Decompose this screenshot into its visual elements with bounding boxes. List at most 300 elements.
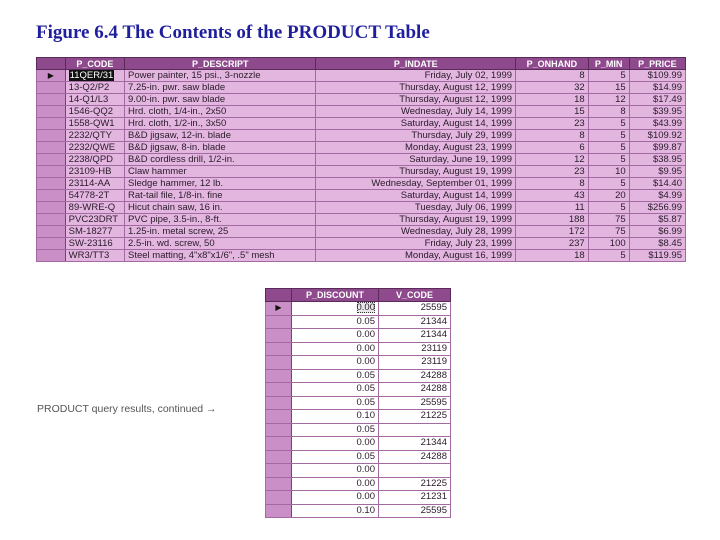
table-cell[interactable] (292, 410, 379, 424)
table-cell[interactable] (316, 82, 516, 94)
table-cell[interactable] (65, 106, 124, 118)
table-cell[interactable] (629, 106, 685, 118)
table-cell[interactable] (292, 464, 379, 478)
row-selector[interactable] (37, 106, 66, 118)
table-row[interactable] (37, 130, 686, 142)
cell-value: 20 (615, 190, 626, 201)
cell-value: 23 (574, 118, 585, 129)
table-cell[interactable] (629, 166, 685, 178)
table-row[interactable] (266, 302, 451, 316)
cell-value: 0.10 (356, 504, 375, 516)
table-row[interactable] (266, 396, 451, 410)
cell-value: Saturday, August 14, 1999 (400, 118, 513, 129)
table-cell[interactable] (516, 214, 589, 226)
table-cell[interactable] (316, 250, 516, 262)
table-cell[interactable] (629, 250, 685, 262)
cell-value: 5 (620, 118, 626, 129)
row-selector[interactable] (266, 410, 292, 424)
table-cell[interactable] (65, 250, 124, 262)
cell-value: Friday, July 02, 1999 (424, 70, 513, 81)
table-cell[interactable] (316, 214, 516, 226)
table-cell[interactable] (629, 226, 685, 238)
cell-value: SW-23116 (68, 238, 113, 249)
table-cell[interactable] (125, 178, 316, 190)
row-selector[interactable] (266, 504, 292, 518)
table-cell[interactable] (316, 130, 516, 142)
row-selector[interactable] (37, 202, 66, 214)
cell-value: $14.99 (652, 82, 682, 93)
table-cell[interactable] (292, 450, 379, 464)
table-cell[interactable] (516, 190, 589, 202)
table-row[interactable] (37, 94, 686, 106)
cell-value: Claw hammer (128, 166, 187, 177)
cell-value: 75 (615, 226, 626, 237)
table-cell[interactable] (379, 450, 451, 464)
table-cell[interactable] (125, 94, 316, 106)
product-table-header (37, 58, 686, 70)
column-header[interactable]: P_MIN (588, 58, 629, 70)
table-cell[interactable] (65, 214, 124, 226)
row-selector[interactable] (266, 329, 292, 343)
table-cell[interactable] (316, 70, 516, 82)
cell-value: Monday, August 16, 1999 (405, 250, 513, 261)
table-row[interactable] (266, 464, 451, 478)
table-cell[interactable] (316, 142, 516, 154)
table-cell[interactable] (516, 166, 589, 178)
cell-value: 24288 (420, 369, 447, 381)
table-cell[interactable] (379, 342, 451, 356)
table-row[interactable] (37, 106, 686, 118)
cell-value: Hrd. cloth, 1/4-in., 2x50 (128, 106, 227, 117)
table-cell[interactable] (629, 142, 685, 154)
table-row[interactable] (266, 504, 451, 518)
cell-value: 1.25-in. metal screw, 25 (128, 226, 229, 237)
table-cell[interactable] (379, 504, 451, 518)
table-cell[interactable] (292, 396, 379, 410)
row-selector[interactable] (37, 250, 66, 262)
arrow-right-icon: → (206, 403, 217, 415)
table-cell[interactable] (292, 315, 379, 329)
table-cell[interactable] (629, 118, 685, 130)
table-row[interactable] (266, 315, 451, 329)
table-cell[interactable] (379, 329, 451, 343)
row-selector[interactable] (37, 142, 66, 154)
table-cell[interactable] (125, 238, 316, 250)
table-cell[interactable] (125, 190, 316, 202)
table-cell[interactable] (588, 106, 629, 118)
row-selector[interactable] (266, 342, 292, 356)
cell-value: 0.00 (356, 342, 375, 354)
cell-value: Monday, August 23, 1999 (405, 142, 513, 153)
table-row[interactable] (266, 410, 451, 424)
table-cell[interactable] (125, 142, 316, 154)
table-cell[interactable] (125, 166, 316, 178)
cell-value: 9.00-in. pwr. saw blade (128, 94, 226, 105)
table-row[interactable] (37, 190, 686, 202)
cell-value: 21225 (420, 477, 447, 489)
current-row-arrow-icon[interactable]: ▶ (37, 70, 66, 82)
table-cell[interactable] (588, 70, 629, 82)
table-cell[interactable] (292, 356, 379, 370)
table-cell[interactable] (588, 190, 629, 202)
table-cell[interactable] (316, 178, 516, 190)
table-cell[interactable] (588, 142, 629, 154)
cell-value: 0.00 (356, 491, 375, 503)
table-cell[interactable] (379, 315, 451, 329)
cell-value: Friday, July 23, 1999 (424, 238, 513, 249)
cell-value: 54778-2T (68, 190, 110, 201)
table-cell[interactable] (516, 226, 589, 238)
row-selector[interactable] (37, 238, 66, 250)
table-row[interactable] (37, 166, 686, 178)
cell-value: 75 (615, 214, 626, 225)
row-selector[interactable] (37, 154, 66, 166)
table-cell[interactable] (125, 130, 316, 142)
table-cell[interactable] (125, 106, 316, 118)
cell-value: Wednesday, July 28, 1999 (400, 226, 513, 237)
table-cell[interactable] (125, 154, 316, 166)
table-cell[interactable] (125, 214, 316, 226)
table-cell[interactable] (65, 82, 124, 94)
row-selector[interactable] (37, 130, 66, 142)
continued-caption (37, 403, 217, 415)
cell-value: 0.00 (356, 464, 375, 476)
table-cell[interactable] (516, 238, 589, 250)
table-cell[interactable] (65, 154, 124, 166)
cell-value: 0.05 (356, 369, 375, 381)
cell-value: Tuesday, July 06, 1999 (414, 202, 513, 213)
table-cell[interactable] (379, 302, 451, 316)
table-cell[interactable] (588, 238, 629, 250)
table-cell[interactable] (629, 94, 685, 106)
table-row[interactable] (37, 70, 686, 82)
cell-value: 21225 (420, 410, 447, 422)
table-cell[interactable] (316, 238, 516, 250)
table-row[interactable] (266, 423, 451, 437)
table-cell[interactable] (65, 130, 124, 142)
cell-value: 5 (620, 202, 626, 213)
row-selector[interactable] (266, 437, 292, 451)
table-cell[interactable] (292, 383, 379, 397)
row-selector[interactable] (266, 383, 292, 397)
cell-value: Thursday, August 19, 1999 (399, 214, 513, 225)
table-row[interactable] (37, 250, 686, 262)
cell-value: $17.49 (652, 94, 682, 105)
table-row[interactable] (37, 154, 686, 166)
table-cell[interactable] (292, 342, 379, 356)
cell-value: PVC23DRT (68, 214, 119, 225)
table-row[interactable] (266, 356, 451, 370)
figure-title: Figure 6.4 The Contents of the PRODUCT Table (36, 22, 430, 43)
table-row[interactable] (37, 202, 686, 214)
cell-value: Thursday, July 29, 1999 (411, 130, 513, 141)
cell-value: 0.00 (356, 477, 375, 489)
cell-value: 11 (574, 202, 585, 213)
cell-value: 18 (574, 250, 585, 261)
cell-value: B&D jigsaw, 12-in. blade (128, 130, 231, 141)
table-cell[interactable] (125, 118, 316, 130)
table-cell[interactable] (316, 190, 516, 202)
table-cell[interactable] (629, 202, 685, 214)
cell-value: Saturday, June 19, 1999 (409, 154, 513, 165)
table-cell[interactable] (292, 329, 379, 343)
cell-value: 2238/QPD (68, 154, 114, 165)
table-cell[interactable] (588, 250, 629, 262)
table-cell[interactable] (65, 226, 124, 238)
table-row[interactable] (266, 342, 451, 356)
table-cell[interactable] (629, 214, 685, 226)
table-cell[interactable] (516, 82, 589, 94)
column-header[interactable]: P_INDATE (316, 58, 516, 70)
cell-value: Wednesday, July 14, 1999 (400, 106, 513, 117)
column-header[interactable]: P_DISCOUNT (292, 289, 379, 302)
cell-value: 237 (568, 238, 585, 249)
table-cell[interactable] (516, 178, 589, 190)
table-cell[interactable] (516, 70, 589, 82)
table-row[interactable] (266, 491, 451, 505)
table-row[interactable] (37, 82, 686, 94)
cell-value: 24288 (420, 383, 447, 395)
table-cell[interactable] (65, 178, 124, 190)
cell-value: $39.95 (652, 106, 682, 117)
cell-value: Hrd. cloth, 1/2-in., 3x50 (128, 118, 227, 129)
row-selector[interactable] (266, 491, 292, 505)
cell-value: $4.99 (658, 190, 682, 201)
cell-value: 12 (615, 94, 626, 105)
cell-value: 0.10 (356, 410, 375, 422)
column-header[interactable]: V_CODE (379, 289, 451, 302)
table-cell[interactable] (125, 250, 316, 262)
table-cell[interactable] (65, 202, 124, 214)
cell-value: 5 (620, 154, 626, 165)
table-row[interactable] (266, 369, 451, 383)
table-cell[interactable] (588, 118, 629, 130)
cell-value: 1546-QQ2 (68, 106, 114, 117)
table-row[interactable] (37, 226, 686, 238)
table-cell[interactable] (629, 82, 685, 94)
column-header[interactable]: P_DESCRIPT (125, 58, 316, 70)
table-cell[interactable] (588, 178, 629, 190)
table-cell[interactable] (65, 190, 124, 202)
cell-value: 0.05 (356, 396, 375, 408)
table-cell[interactable] (516, 130, 589, 142)
table-cell[interactable] (588, 202, 629, 214)
table-cell[interactable] (379, 410, 451, 424)
table-row[interactable] (266, 450, 451, 464)
table-row[interactable] (37, 142, 686, 154)
cell-value: 188 (568, 214, 585, 225)
cell-value: 10 (615, 166, 626, 177)
table-cell[interactable] (379, 477, 451, 491)
row-selector[interactable] (266, 315, 292, 329)
table-cell[interactable] (125, 70, 316, 82)
table-cell[interactable] (588, 214, 629, 226)
table-cell[interactable] (629, 190, 685, 202)
table-cell[interactable] (292, 504, 379, 518)
cell-value: 32 (574, 82, 585, 93)
table-cell[interactable] (65, 70, 124, 82)
table-cell[interactable] (379, 383, 451, 397)
cell-value: 5 (620, 250, 626, 261)
row-selector[interactable] (37, 214, 66, 226)
table-row[interactable] (37, 178, 686, 190)
table-cell[interactable] (516, 118, 589, 130)
cell-value: $38.95 (652, 154, 682, 165)
cell-value: 5 (620, 178, 626, 189)
cell-value: Sledge hammer, 12 lb. (128, 178, 224, 189)
row-selector[interactable] (37, 94, 66, 106)
table-cell[interactable] (65, 118, 124, 130)
cell-value: 23114-AA (68, 178, 111, 189)
cell-value: 15 (615, 82, 626, 93)
table-cell[interactable] (629, 130, 685, 142)
row-selector[interactable] (37, 190, 66, 202)
table-cell[interactable] (588, 226, 629, 238)
row-selector[interactable] (266, 464, 292, 478)
table-cell[interactable] (65, 94, 124, 106)
table-cell[interactable] (379, 356, 451, 370)
current-row-arrow-icon[interactable]: ▶ (266, 302, 292, 316)
table-row[interactable] (37, 118, 686, 130)
table-cell[interactable] (292, 423, 379, 437)
cell-value: Thursday, August 12, 1999 (399, 94, 513, 105)
cell-value: 8 (579, 178, 585, 189)
table-cell[interactable] (292, 369, 379, 383)
cell-value: 0.05 (356, 315, 375, 327)
cell-value: $14.40 (652, 178, 682, 189)
table-row[interactable] (37, 238, 686, 250)
cell-value: 25595 (420, 504, 447, 516)
table-cell[interactable] (316, 166, 516, 178)
cell-value: $99.87 (652, 142, 682, 153)
row-selector[interactable] (266, 477, 292, 491)
table-cell[interactable] (629, 70, 685, 82)
row-selector[interactable] (266, 423, 292, 437)
row-selector[interactable] (266, 356, 292, 370)
table-row[interactable] (266, 477, 451, 491)
cell-value: 6 (579, 142, 585, 153)
table-cell[interactable] (316, 106, 516, 118)
table-row[interactable] (266, 437, 451, 451)
table-cell[interactable] (125, 226, 316, 238)
cell-value: 13-Q2/P2 (68, 82, 110, 93)
table-cell[interactable] (316, 118, 516, 130)
cell-value: Thursday, August 19, 1999 (399, 166, 513, 177)
table-cell[interactable] (516, 250, 589, 262)
product-table (36, 57, 686, 262)
table-cell[interactable] (65, 166, 124, 178)
cell-value: 89-WRE-Q (68, 202, 116, 213)
table-cell[interactable] (292, 437, 379, 451)
table-cell[interactable] (588, 130, 629, 142)
cell-value: 25595 (420, 396, 447, 408)
table-cell[interactable] (292, 302, 379, 316)
cell-value: 0.00 (356, 302, 375, 314)
cell-value: $8.45 (658, 238, 682, 249)
row-selector[interactable] (37, 82, 66, 94)
table-cell[interactable] (516, 94, 589, 106)
column-header[interactable]: P_CODE (65, 58, 124, 70)
table-cell[interactable] (292, 477, 379, 491)
table-cell[interactable] (379, 423, 451, 437)
table-cell[interactable] (316, 226, 516, 238)
cell-value: 0.05 (356, 450, 375, 462)
cell-value: 8 (620, 106, 626, 117)
table-cell[interactable] (379, 491, 451, 505)
cell-value: 172 (568, 226, 585, 237)
table-cell[interactable] (379, 437, 451, 451)
cell-value: 100 (609, 238, 626, 249)
table-cell[interactable] (292, 491, 379, 505)
row-selector[interactable] (266, 396, 292, 410)
table-cell[interactable] (588, 154, 629, 166)
cell-value: 21344 (420, 329, 447, 341)
table-cell[interactable] (316, 94, 516, 106)
row-selector[interactable] (266, 450, 292, 464)
table-cell[interactable] (516, 106, 589, 118)
table-cell[interactable] (65, 238, 124, 250)
table-cell[interactable] (65, 142, 124, 154)
cell-value: 14-Q1/L3 (68, 94, 109, 105)
table-cell[interactable] (316, 154, 516, 166)
cell-value: 8 (579, 130, 585, 141)
cell-value: 0.00 (356, 356, 375, 368)
table-row[interactable] (37, 214, 686, 226)
cell-value: 15 (574, 106, 585, 117)
table-cell[interactable] (588, 82, 629, 94)
cell-value: 5 (620, 70, 626, 81)
row-selector[interactable] (266, 369, 292, 383)
row-selector[interactable] (37, 226, 66, 238)
row-selector[interactable] (37, 178, 66, 190)
cell-value: 12 (574, 154, 585, 165)
cell-value: SM-18277 (68, 226, 113, 237)
cell-value: 1558-QW1 (68, 118, 115, 129)
row-selector[interactable] (37, 118, 66, 130)
table-row[interactable] (266, 383, 451, 397)
table-cell[interactable] (379, 464, 451, 478)
table-cell[interactable] (516, 202, 589, 214)
table-cell[interactable] (379, 396, 451, 410)
table-cell[interactable] (125, 202, 316, 214)
table-cell[interactable] (125, 82, 316, 94)
table-cell[interactable] (629, 178, 685, 190)
table-cell[interactable] (516, 154, 589, 166)
cell-value: 43 (574, 190, 585, 201)
cell-value: 0.00 (356, 329, 375, 341)
cell-value: $109.92 (647, 130, 682, 141)
cell-value: $6.99 (658, 226, 682, 237)
table-cell[interactable] (629, 154, 685, 166)
table-cell[interactable] (629, 238, 685, 250)
row-selector-header (37, 58, 66, 70)
cell-value: 2232/QWE (68, 142, 116, 153)
cell-value: 8 (579, 70, 585, 81)
table-cell[interactable] (588, 94, 629, 106)
column-header[interactable]: P_PRICE (629, 58, 685, 70)
table-row[interactable] (266, 329, 451, 343)
cell-value: $109.99 (647, 70, 682, 81)
cell-value: 18 (574, 94, 585, 105)
table-cell[interactable] (316, 202, 516, 214)
row-selector[interactable] (37, 166, 66, 178)
table-cell[interactable] (379, 369, 451, 383)
cell-value: Power painter, 15 psi., 3-nozzle (128, 70, 261, 81)
cell-value: 21344 (420, 315, 447, 327)
column-header[interactable]: P_ONHAND (516, 58, 589, 70)
table-cell[interactable] (516, 142, 589, 154)
table-cell[interactable] (588, 166, 629, 178)
